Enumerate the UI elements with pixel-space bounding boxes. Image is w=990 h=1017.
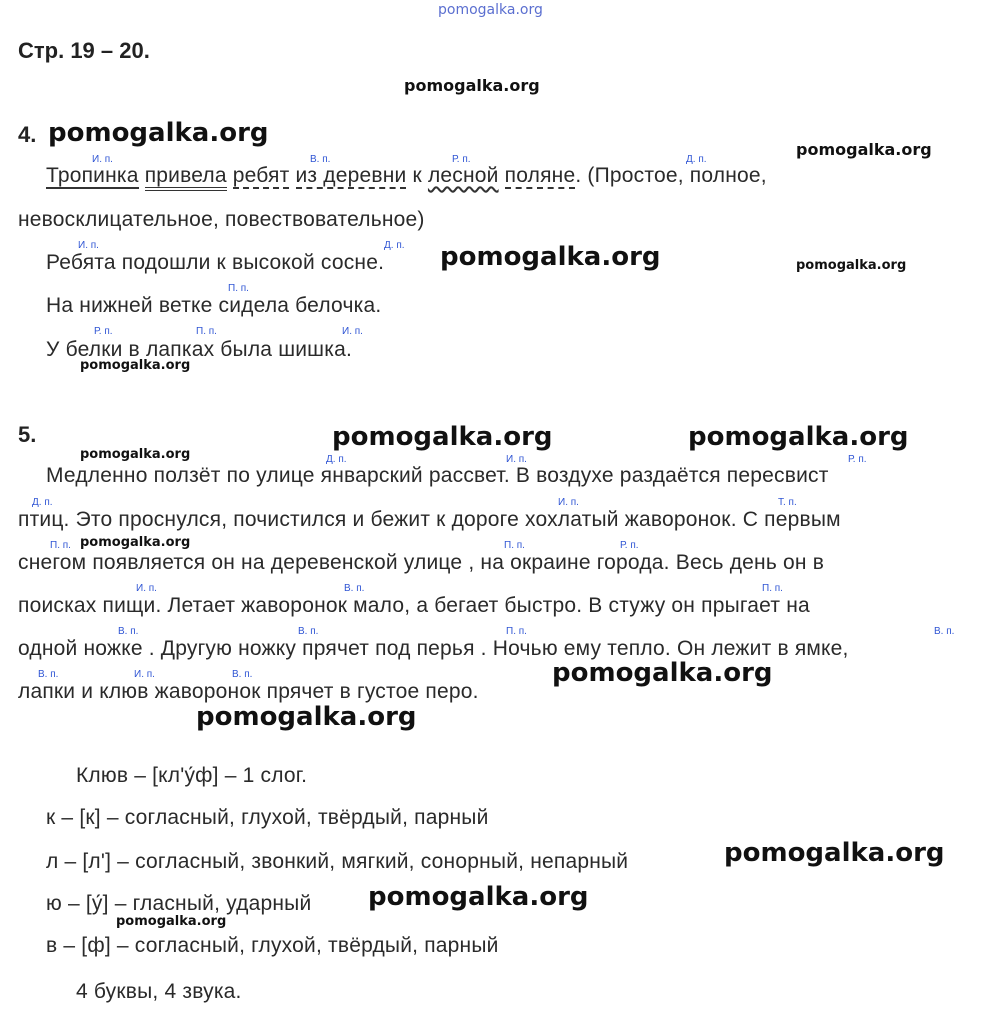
object-word: ребят — [232, 164, 290, 187]
circumstance-word: из деревни — [295, 164, 407, 187]
case-label: И. п. — [558, 497, 579, 508]
exercise-4-number: 4. — [18, 122, 37, 147]
preposition: к — [412, 164, 422, 187]
analysis-row: л – [л'] – согласный, звонкий, мягкий, сонорный, непарный — [46, 850, 629, 873]
case-label: П. п. — [506, 626, 527, 637]
case-label: В. п. — [344, 583, 365, 594]
analysis-title: Клюв – [кл'у́ф] – 1 слог. — [76, 764, 308, 787]
case-label: Д. п. — [32, 497, 53, 508]
case-label: В. п. — [118, 626, 139, 637]
case-label: Т. п. — [778, 497, 797, 508]
circumstance-word: поляне — [504, 164, 576, 187]
case-label: Д. п. — [686, 154, 707, 165]
exercise-4-sentence-2: На нижней ветке сидела белочка. — [46, 294, 382, 317]
case-label: И. п. — [136, 583, 157, 594]
case-label: Д. п. — [326, 454, 347, 465]
case-label: И. п. — [134, 669, 155, 680]
watermark: pomogalka.org — [440, 242, 661, 272]
exercise-4-sentence-1: Ребята подошли к высокой сосне. — [46, 251, 385, 274]
exercise-5-number: 5. — [18, 422, 37, 447]
exercise-4-line-2: невосклицательное, повествовательное) — [18, 208, 425, 231]
case-label: И. п. — [78, 240, 99, 251]
case-label: В. п. — [310, 154, 331, 165]
case-label: Р. п. — [94, 326, 113, 337]
analysis-summary: 4 буквы, 4 звука. — [76, 980, 242, 1003]
case-label: Р. п. — [452, 154, 471, 165]
analysis-row: в – [ф] – согласный, глухой, твёрдый, парный — [46, 934, 499, 957]
watermark: pomogalka.org — [48, 118, 269, 148]
watermark-top: pomogalka.org — [438, 2, 543, 18]
watermark: pomogalka.org — [404, 76, 540, 95]
case-label: П. п. — [504, 540, 525, 551]
exercise-5-line-4: поисках пищи. Летает жаворонок мало, а бегает быстро. В стужу он прыгает на — [18, 594, 810, 617]
case-label: В. п. — [934, 626, 955, 637]
exercise-5-line-6: лапки и клюв жаворонок прячет в густое перо. — [18, 680, 479, 703]
exercise-5-line-3: снегом появляется он на деревенской улице , на окраине города. Весь день он в — [18, 551, 825, 574]
case-label: В. п. — [232, 669, 253, 680]
watermark: pomogalka.org — [80, 535, 191, 550]
subject-word: Тропинка — [46, 164, 139, 187]
watermark: pomogalka.org — [552, 658, 773, 688]
case-label: И. п. — [506, 454, 527, 465]
case-label: И. п. — [342, 326, 363, 337]
watermark: pomogalka.org — [368, 882, 589, 912]
case-label: П. п. — [228, 283, 249, 294]
sentence-tail: . (Простое, полное, — [575, 164, 767, 187]
attribute-word: лесной — [427, 164, 499, 187]
case-label: Р. п. — [620, 540, 639, 551]
case-label: Р. п. — [848, 454, 867, 465]
predicate-word: привела — [145, 164, 227, 191]
case-label: Д. п. — [384, 240, 405, 251]
case-label: П. п. — [196, 326, 217, 337]
exercise-5-line-5: одной ножке . Другую ножку прячет под перья . Ночью ему тепло. Он лежит в ямке, — [18, 637, 849, 660]
watermark: pomogalka.org — [332, 422, 553, 452]
watermark: pomogalka.org — [116, 914, 227, 929]
exercise-4-line-1 — [46, 164, 767, 188]
watermark: pomogalka.org — [796, 140, 932, 159]
watermark: pomogalka.org — [196, 702, 417, 732]
watermark: pomogalka.org — [724, 838, 945, 868]
case-label: И. п. — [92, 154, 113, 165]
exercise-4-sentence-3: У белки в лапках была шишка. — [46, 338, 352, 361]
case-label: В. п. — [298, 626, 319, 637]
analysis-row: ю – [у́] – гласный, ударный — [46, 892, 312, 915]
watermark: pomogalka.org — [688, 422, 909, 452]
case-label: П. п. — [50, 540, 71, 551]
case-label: В. п. — [38, 669, 59, 680]
watermark: pomogalka.org — [796, 258, 907, 273]
watermark: pomogalka.org — [80, 358, 191, 373]
page-heading: Стр. 19 – 20. — [18, 38, 150, 63]
exercise-5-line-1: Медленно ползёт по улице январский рассвет. В воздухе раздаётся пересвист — [46, 464, 829, 487]
analysis-row: к – [к] – согласный, глухой, твёрдый, парный — [46, 806, 489, 829]
watermark: pomogalka.org — [80, 447, 191, 462]
exercise-5-line-2: птиц. Это проснулся, почистился и бежит к дороге хохлатый жаворонок. С первым — [18, 508, 841, 531]
case-label: П. п. — [762, 583, 783, 594]
